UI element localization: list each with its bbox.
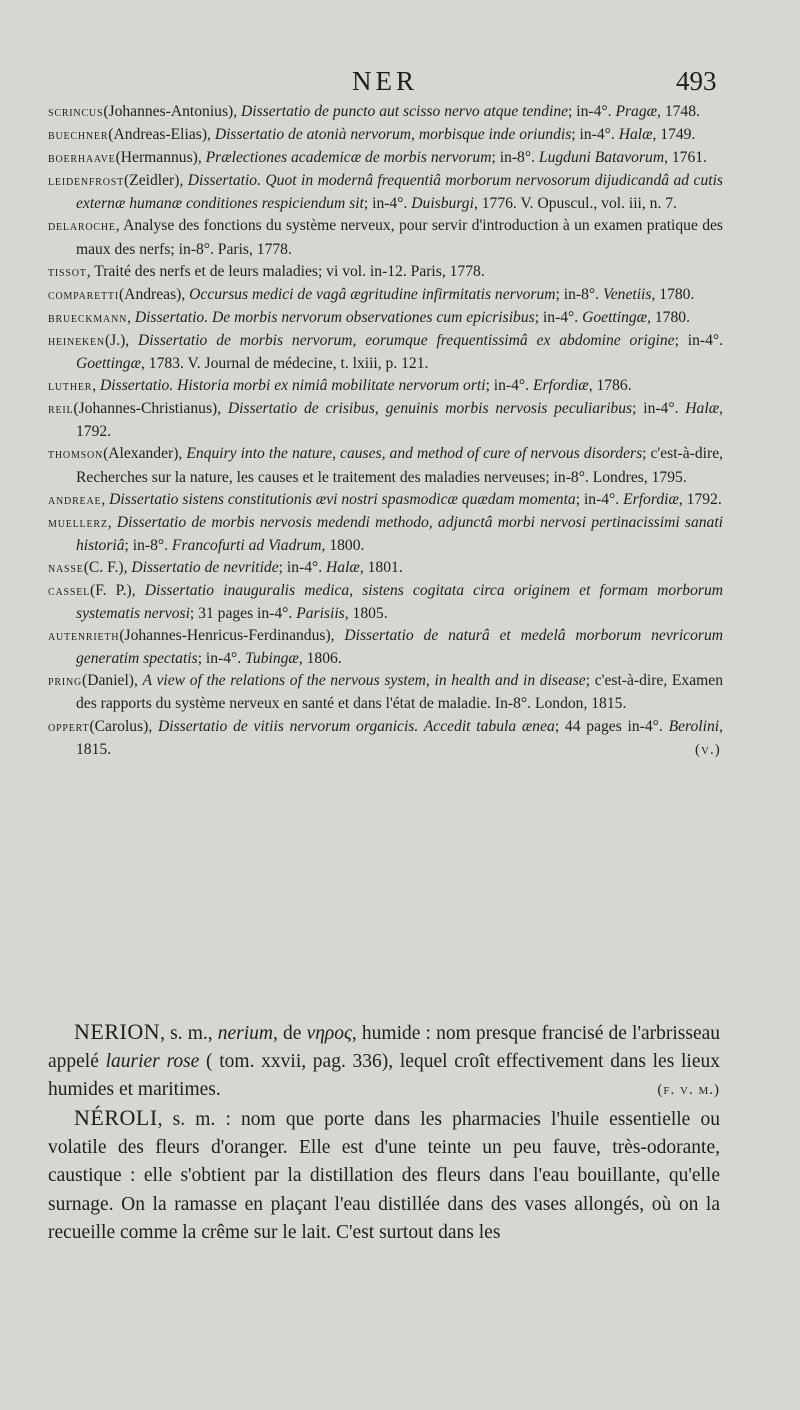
bib-details: ; in-8°.	[124, 536, 172, 554]
bib-work-title: Dissertatio. Quot in modernâ frequentiâ morborum nervosorum dijudicandâ ad cutis externæ humanæ conditiones respiciendum sit	[76, 172, 723, 213]
bib-year: , 1780.	[651, 285, 695, 303]
bib-work-title: Dissertatio de morbis nervosis medendi methodo, adjunctâ morbi nervosi pertinacissimi sanati historiâ	[76, 513, 723, 554]
bibliography-entry	[48, 330, 723, 375]
bib-year: , 1792.	[76, 400, 723, 441]
bib-names: (Johannes-Antonius),	[103, 103, 242, 120]
bibliography-entry	[48, 580, 723, 625]
bib-names: ,	[107, 513, 117, 531]
bib-details: ; c'est-à-dire, Recherches sur la nature, les causes et le traitement des maladies nerveuses; in-8°. Londres, 1795.	[76, 445, 724, 486]
bib-names: (Daniel),	[82, 672, 143, 690]
bib-names: (Andreas-Elias),	[108, 126, 215, 144]
bib-names: (F. P.),	[90, 581, 145, 599]
bib-year: , 1801.	[359, 558, 403, 576]
bibliography-entry	[48, 284, 723, 307]
bib-place: Halæ	[685, 400, 720, 418]
bibliography-list	[48, 101, 723, 761]
article-neroli	[48, 1104, 720, 1246]
bib-author: andreae	[48, 492, 102, 508]
bib-place: Halæ	[326, 558, 360, 576]
bib-year: , 1783. V. Journal de médecine, t. lxiii, p. 121.	[140, 355, 429, 373]
article-nerion	[48, 1018, 720, 1104]
bib-author: muellerz	[48, 515, 108, 531]
page-number: 493	[676, 66, 717, 96]
bibliography-entry	[48, 170, 723, 215]
bib-names: (Zeidler),	[124, 172, 188, 190]
bib-place: Berolini	[668, 717, 720, 735]
bib-details: ; in-4°.	[534, 308, 583, 326]
bib-author: luther	[48, 379, 93, 395]
bibliography-entry	[48, 261, 723, 284]
bib-year: , 1806.	[298, 650, 342, 668]
article-text: , s. m.,	[160, 1023, 218, 1044]
bib-names: ,	[127, 308, 135, 326]
bib-details: ; in-4°.	[571, 126, 619, 144]
running-title: NER	[352, 66, 418, 96]
bib-place: Goettingæ	[582, 308, 648, 326]
article-text: , humide : nom presque francisé de l'arbrisseau appelé	[48, 1023, 721, 1073]
bib-author: pring	[48, 674, 83, 690]
bib-author: boerhaave	[48, 151, 116, 167]
bibliography-entry	[48, 307, 723, 330]
bib-author: scrincus	[48, 105, 104, 120]
bibliography-entry	[48, 443, 723, 488]
bib-author: tissot	[48, 264, 87, 280]
bib-place: Francofurti ad Viadrum	[171, 536, 322, 554]
running-head	[0, 66, 800, 100]
bibliography-entry	[48, 670, 723, 715]
bib-work-title: Prælectiones academicæ de morbis nervorum	[205, 149, 492, 167]
article-text-italic: laurier rose	[105, 1051, 200, 1073]
bib-author: thomson	[48, 447, 104, 463]
bib-author: comparetti	[48, 287, 119, 303]
bib-details: ; in-4°.	[632, 400, 686, 418]
bib-details: ; 31 pages in-4°.	[189, 605, 297, 623]
bib-place: Erfordiæ	[623, 490, 679, 508]
bib-author: delaroche	[48, 219, 116, 235]
greek-word: νηρος	[306, 1023, 352, 1044]
bib-author: cassel	[48, 583, 91, 599]
bib-year: , 1792.	[678, 490, 722, 508]
bib-year: , 1761.	[664, 149, 707, 167]
bib-details: Traité des nerfs et de leurs maladies; vi vol. in-12. Paris, 1778.	[94, 262, 485, 280]
bib-year: , 1786.	[588, 377, 632, 395]
bib-work-title: Dissertatio sistens constitutionis ævi nostri spasmodicæ quædam momenta	[109, 490, 576, 508]
bib-details: ; in-4°.	[278, 558, 327, 576]
bib-work-title: Occursus medici de vagâ ægritudine infirmitatis nervorum	[189, 285, 556, 303]
bib-place: Halæ	[618, 126, 653, 144]
bib-work-title: Dissertatio de nevritide	[131, 558, 279, 576]
bib-details: ; in-4°.	[197, 650, 246, 668]
bib-place: Pragæ	[615, 103, 658, 120]
bib-details: ; c'est-à-dire, Examen des rapports du système nerveux en santé et dans l'état de maladie. In-8°. London, 1815.	[76, 672, 723, 713]
bib-details: ; in-4°.	[575, 490, 624, 508]
bibliography-entry	[48, 625, 723, 670]
bib-details: ; in-4°.	[485, 377, 533, 395]
bib-author: heineken	[48, 333, 105, 349]
bib-details: ; in-4°.	[674, 331, 723, 349]
bibliography-entry	[48, 557, 723, 580]
headword: NERION	[74, 1019, 161, 1044]
bib-work-title: Enquiry into the nature, causes, and method of cure of nervous disorders	[186, 445, 643, 463]
bib-year: , 1800.	[321, 536, 365, 554]
bib-names: (Johannes-Henricus-Ferdinandus),	[119, 627, 345, 645]
bib-work-title: A view of the relations of the nervous system, in health and in disease	[142, 672, 586, 690]
bib-names: (Johannes-Christianus),	[73, 400, 228, 418]
bibliography-entry: oppert(Carolus), Dissertatio de vitiis nervorum organicis. Accedit tabula ænea; 44 pages in-4°. Berolini, 1815. (v.)	[48, 717, 723, 758]
article-text: , s. m. : nom que porte dans les pharmacies l'huile essentielle ou volatile des fleurs d'oranger. Elle est d'une teinte un peu fauve, très-odorante, caustique : elle s'obtient par la distillation des fleurs dans l'eau bouillante, qu'elle surnage. On la ramasse en plaçant l'eau distillée dans des vases allongés, où on la recueille comme la crême sur le lait. C'est surtout dans les	[48, 1109, 720, 1243]
bib-year: , 1805.	[344, 605, 388, 623]
bib-details: ; in-4°.	[363, 195, 412, 213]
bib-year: , 1748.	[657, 103, 700, 120]
bib-year: , 1815.	[76, 717, 723, 758]
bib-details: ; 44 pages in-4°.	[554, 717, 669, 735]
bibliography-entry	[48, 124, 723, 147]
bib-work-title: Dissertatio de morbis nervorum, eorumque frequentissimâ ex abdomine origine	[138, 331, 675, 349]
bib-work-title: Dissertatio. De morbis nervorum observationes cum epicrisibus	[134, 308, 535, 326]
bib-names: ,	[115, 217, 124, 235]
bibliography-entry	[48, 375, 723, 398]
bib-year: , 1749.	[652, 126, 696, 144]
bib-names: (Andreas),	[118, 285, 190, 303]
bib-place: Duisburgi	[411, 195, 474, 213]
bib-author: autenrieth	[48, 629, 120, 645]
main-text	[48, 1018, 720, 1247]
article-text-italic: nerium	[217, 1023, 274, 1044]
bib-author: oppert	[48, 719, 90, 735]
article-text: , de	[273, 1023, 307, 1044]
bib-place: Venetiis	[602, 285, 652, 303]
bib-names: ,	[86, 262, 95, 280]
bib-place: Erfordiæ	[532, 377, 589, 395]
bib-details: ; in-8°.	[491, 149, 539, 167]
bib-author: leidenfrost	[48, 174, 125, 190]
bib-place: Parisiis	[296, 605, 345, 623]
bib-work-title: Dissertatio de puncto aut scisso nervo atque tendine	[241, 103, 569, 120]
bib-names: (C. F.),	[83, 558, 132, 576]
bib-names: (J.),	[104, 331, 139, 349]
bib-place: Tubingæ	[245, 650, 299, 668]
bib-place: Lugduni Batavorum	[538, 149, 665, 167]
bib-work-title: Dissertatio inauguralis medica, sistens cogitata circa originem et formam morborum systematis nervosi	[76, 581, 723, 623]
bib-names: (Carolus),	[89, 717, 158, 735]
bibliography-entry	[48, 512, 723, 557]
author-signature: (f. v. m.)	[657, 1082, 720, 1099]
bib-author: buechner	[48, 128, 109, 144]
bib-details: Analyse des fonctions du système nerveux, pour servir d'introduction à un examen pratique des maux des nerfs; in-8°. Paris, 1778.	[76, 217, 724, 258]
bib-author: reil	[48, 402, 74, 418]
bib-year: , 1780.	[647, 308, 690, 326]
bib-work-title: Dissertatio. Historia morbi ex nimiâ mobilitate nervorum orti	[100, 377, 486, 395]
headword: NÉROLI	[74, 1105, 158, 1131]
bib-author: brueckmann	[48, 310, 128, 326]
bibliography-entry	[48, 101, 723, 124]
bib-details: ; in-4°.	[568, 103, 616, 120]
bib-year: , 1776. V. Opuscul., vol. iii, n. 7.	[473, 195, 677, 213]
bib-details: ; in-8°.	[555, 285, 603, 303]
bib-work-title: Dissertatio de vitiis nervorum organicis. Accedit tabula ænea	[158, 717, 555, 735]
bibliography-entry	[48, 398, 723, 443]
bib-names: ,	[92, 377, 101, 395]
bib-names: (Hermannus),	[115, 149, 206, 167]
bib-work-title: Dissertatio de naturâ et medelâ morborum nevricorum generatim spectatis	[76, 627, 723, 668]
bib-work-title: Dissertatio de crisibus, genuinis morbis nervosis peculiaribus	[227, 400, 633, 418]
bib-names: ,	[101, 490, 110, 508]
article-text: ( tom. xxvii, pag. 336), lequel croît effectivement dans les lieux humides et maritimes.	[48, 1051, 720, 1101]
bib-place: Goettingæ	[76, 355, 141, 373]
bibliography-entry	[48, 489, 723, 512]
bib-names: (Alexander),	[103, 445, 187, 463]
bibliography-entry	[48, 147, 723, 170]
bibliography-entry	[48, 215, 723, 260]
bib-work-title: Dissertatio de atonià nervorum, morbisque inde oriundis	[214, 126, 572, 144]
bib-author: nasse	[48, 560, 84, 576]
